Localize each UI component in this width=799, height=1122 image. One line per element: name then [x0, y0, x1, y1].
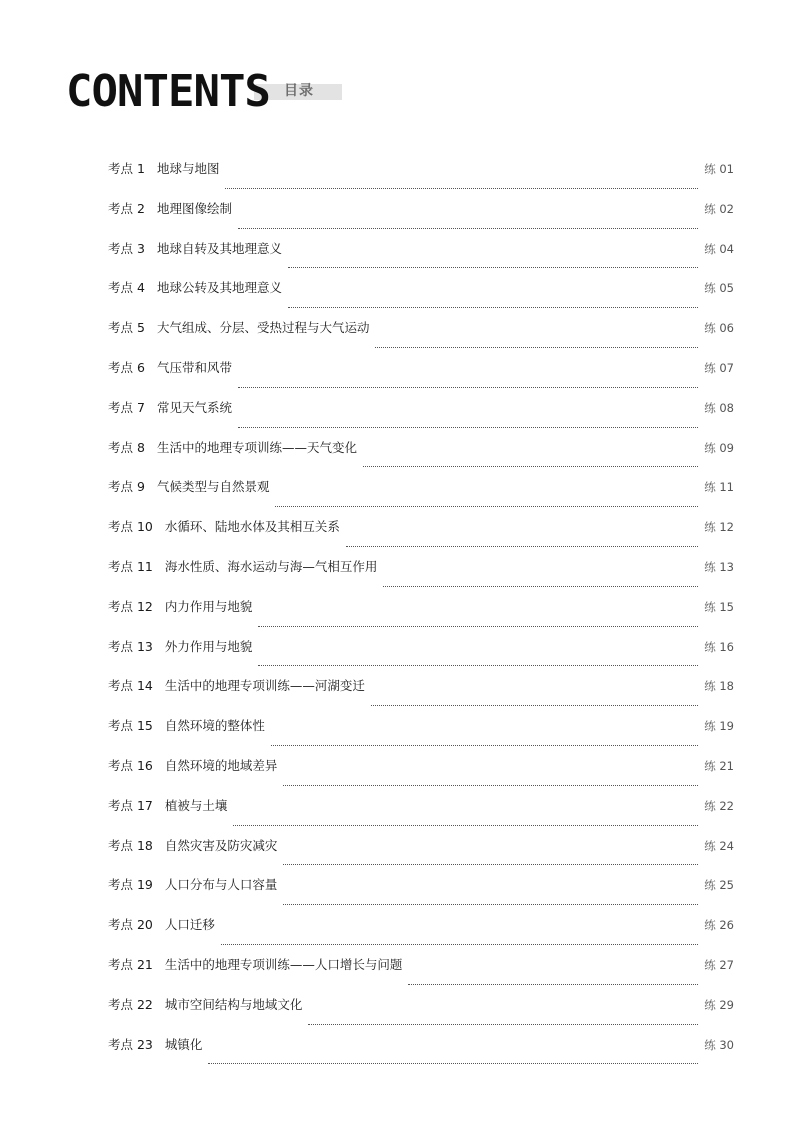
dot-leader — [375, 346, 698, 348]
toc-entry[interactable] — [108, 875, 734, 915]
toc-entry[interactable] — [108, 637, 734, 677]
toc-entry-page: 练 24 — [704, 838, 734, 853]
toc-entry-number: 考点 14 — [108, 678, 153, 694]
toc-entry-title: 地球公转及其地理意义 — [156, 280, 282, 296]
toc-entry-number: 考点 17 — [108, 797, 153, 813]
toc-entry[interactable] — [108, 796, 734, 836]
dot-leader — [225, 187, 698, 189]
toc-entry-title: 自然环境的整体性 — [164, 718, 265, 734]
toc-entry-title: 城镇化 — [164, 1036, 203, 1052]
toc-entry-number: 考点 12 — [108, 598, 153, 614]
toc-entry-title: 城市空间结构与地域文化 — [164, 996, 303, 1012]
dot-leader — [208, 1062, 698, 1064]
toc-entry-page: 练 01 — [704, 162, 734, 176]
toc-entry-page: 练 15 — [704, 599, 734, 614]
dot-leader — [258, 625, 698, 627]
toc-entry-title: 常见天气系统 — [156, 399, 232, 415]
toc-entry-title: 内力作用与地貌 — [164, 598, 253, 614]
toc-entry-number: 考点 9 — [108, 479, 145, 495]
toc-entry-number: 考点 20 — [108, 917, 153, 933]
toc-entry[interactable] — [108, 517, 734, 557]
toc-entry[interactable] — [108, 756, 734, 796]
toc-entry-number: 考点 8 — [108, 439, 145, 455]
toc-entry-page: 练 18 — [704, 679, 734, 694]
toc-entry-page: 练 02 — [704, 201, 734, 216]
toc-entry-number: 考点 22 — [108, 996, 153, 1012]
dot-leader — [271, 744, 698, 746]
toc-entry[interactable] — [108, 597, 734, 637]
toc-entry-number: 考点 21 — [108, 956, 153, 972]
toc-entry-page: 练 26 — [704, 918, 734, 933]
toc-entry-number: 考点 15 — [108, 718, 153, 734]
toc-entry-page: 练 12 — [704, 520, 734, 535]
dot-leader — [288, 266, 698, 268]
dot-leader — [238, 386, 698, 388]
toc-entry-title: 人口迁移 — [164, 917, 215, 933]
toc-entry[interactable] — [108, 398, 734, 438]
toc-entry-title: 大气组成、分层、受热过程与大气运动 — [156, 320, 370, 336]
toc-entry-title: 自然环境的地域差异 — [164, 757, 278, 773]
toc-entry[interactable] — [108, 716, 734, 756]
dot-leader — [371, 704, 698, 706]
toc-entry-title: 地理图像绘制 — [156, 200, 232, 216]
toc-entry[interactable] — [108, 955, 734, 995]
dot-leader — [283, 863, 698, 865]
toc-entry-title: 外力作用与地貌 — [164, 638, 253, 654]
toc-entry-title: 植被与土壤 — [164, 797, 228, 813]
toc-entry-title: 海水性质、海水运动与海—气相互作用 — [164, 558, 378, 574]
toc-entry-page: 练 19 — [704, 719, 734, 734]
toc-label: 目录 — [284, 83, 314, 99]
toc-entry-page: 练 05 — [704, 281, 734, 296]
toc-entry-number: 考点 5 — [108, 320, 145, 336]
dot-leader — [408, 983, 698, 985]
dot-leader — [233, 824, 698, 826]
toc-entry-title: 气候类型与自然景观 — [156, 479, 270, 495]
toc-entry[interactable] — [108, 915, 734, 955]
toc-entry-title: 气压带和风带 — [156, 359, 232, 375]
toc-entry[interactable] — [108, 438, 734, 478]
toc-entry[interactable] — [108, 557, 734, 597]
toc-entry[interactable] — [108, 358, 734, 398]
toc-entry-title: 生活中的地理专项训练——天气变化 — [156, 439, 357, 455]
toc-entry-title: 水循环、陆地水体及其相互关系 — [164, 519, 340, 535]
toc-entry-number: 考点 16 — [108, 757, 153, 773]
toc-entry-number: 考点 4 — [108, 280, 145, 296]
toc-entry[interactable] — [108, 676, 734, 716]
toc-entry-page: 练 09 — [704, 440, 734, 455]
toc-entry[interactable] — [108, 278, 734, 318]
header-gray-bar-end — [321, 84, 338, 100]
toc-entry-title: 自然灾害及防灾减灾 — [164, 837, 278, 853]
toc-entry-title: 生活中的地理专项训练——河湖变迁 — [164, 678, 365, 694]
toc-entry[interactable] — [108, 239, 734, 279]
dot-leader — [221, 943, 698, 945]
dot-leader — [308, 1023, 698, 1025]
toc-entry-page: 练 22 — [704, 798, 734, 813]
toc-entry[interactable] — [108, 318, 734, 358]
toc-entry-page: 练 07 — [704, 360, 734, 375]
dot-leader — [275, 505, 698, 507]
toc-entry[interactable] — [108, 995, 734, 1035]
toc-entry[interactable] — [108, 477, 734, 517]
toc-entry-number: 考点 23 — [108, 1036, 153, 1052]
dot-leader — [363, 465, 698, 467]
toc-entry-page: 练 06 — [704, 321, 734, 336]
dot-leader — [346, 545, 698, 547]
table-of-contents — [108, 159, 734, 1074]
toc-entry-page: 练 11 — [704, 480, 734, 495]
dot-leader — [283, 784, 698, 786]
contents-logo: CONTENTS — [66, 66, 270, 117]
toc-entry-page: 练 21 — [704, 758, 734, 773]
toc-entry-number: 考点 11 — [108, 558, 153, 574]
toc-entry-number: 考点 10 — [108, 519, 153, 535]
dot-leader — [238, 227, 698, 229]
dot-leader — [383, 585, 698, 587]
toc-entry-title: 人口分布与人口容量 — [164, 877, 278, 893]
toc-entry-page: 练 13 — [704, 559, 734, 574]
dot-leader — [288, 306, 698, 308]
toc-entry-number: 考点 1 — [108, 161, 145, 176]
toc-entry-number: 考点 2 — [108, 200, 145, 216]
toc-entry-page: 练 04 — [704, 241, 734, 256]
toc-entry[interactable] — [108, 1035, 734, 1075]
toc-entry-number: 考点 7 — [108, 399, 145, 415]
toc-entry-page: 练 25 — [704, 878, 734, 893]
toc-entry-number: 考点 19 — [108, 877, 153, 893]
toc-entry-page: 练 29 — [704, 997, 734, 1012]
dot-leader — [238, 426, 698, 428]
dot-leader — [283, 903, 698, 905]
toc-entry-number: 考点 6 — [108, 359, 145, 375]
toc-entry-number: 考点 18 — [108, 837, 153, 853]
toc-entry-title: 生活中的地理专项训练——人口增长与问题 — [164, 956, 403, 972]
toc-entry-number: 考点 13 — [108, 638, 153, 654]
toc-entry[interactable] — [108, 836, 734, 876]
toc-entry-page: 练 16 — [704, 639, 734, 654]
toc-entry[interactable] — [108, 159, 734, 199]
toc-entry[interactable] — [108, 199, 734, 239]
toc-entry-page: 练 30 — [704, 1037, 734, 1052]
toc-entry-page: 练 27 — [704, 957, 734, 972]
toc-entry-title: 地球与地图 — [156, 161, 220, 176]
toc-entry-title: 地球自转及其地理意义 — [156, 240, 282, 256]
toc-entry-number: 考点 3 — [108, 240, 145, 256]
toc-entry-page: 练 08 — [704, 400, 734, 415]
dot-leader — [258, 664, 698, 666]
contents-header — [66, 66, 356, 118]
